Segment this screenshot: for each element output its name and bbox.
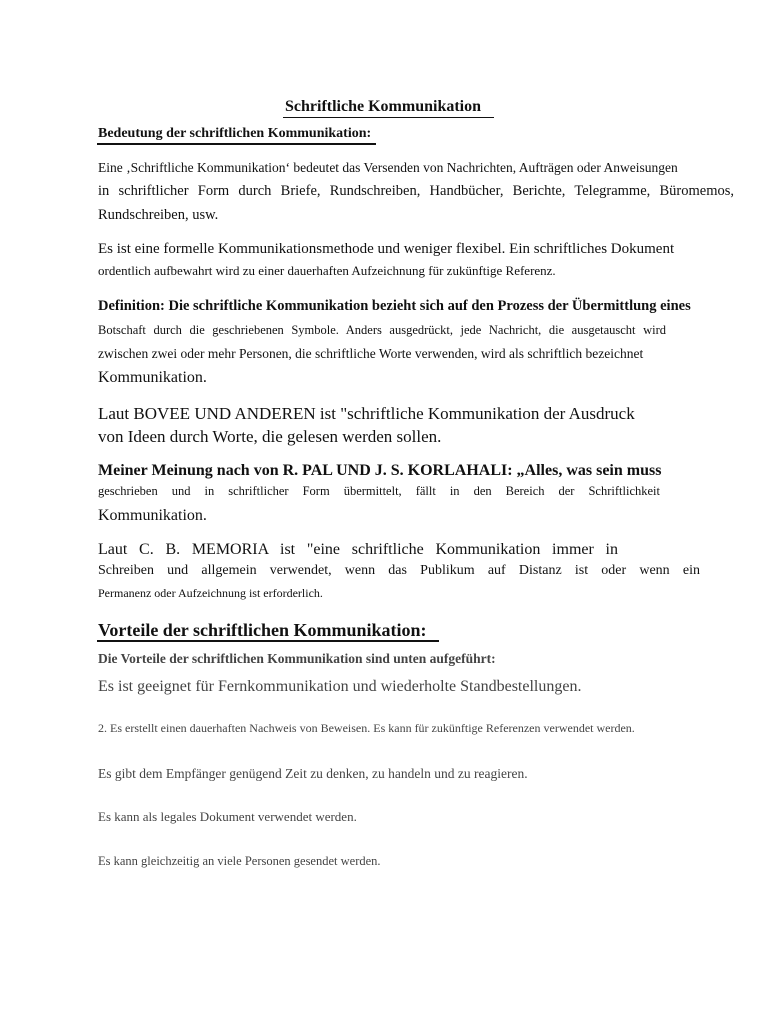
title-underline [283,117,494,118]
advantage-item: Es kann als legales Dokument verwendet werden. [98,809,357,824]
quote-pal-line: Kommunikation. [98,507,207,524]
section-heading-meaning: Bedeutung der schriftlichen Kommunikation: [98,126,372,141]
advantage-item: Es gibt dem Empfänger genügend Zeit zu denken, zu handeln und zu reagieren. [98,766,528,781]
quote-bovee-line: Laut BOVEE UND ANDEREN ist "schriftliche Kommunikation der Ausdruck [98,404,635,423]
definition-line: Definition: Die schriftliche Kommunikation bezieht sich auf den Prozess der Übermittlung eines [98,298,691,314]
quote-memoria-line: Permanenz oder Aufzeichnung ist erforderlich. [98,586,323,600]
paragraph-formal-line: Es ist eine formelle Kommunikationsmethode und weniger flexibel. Ein schriftliches Dokument [98,241,675,257]
definition-line: Botschaft durch die geschriebenen Symbole. Anders ausgedrückt, jede Nachricht, die ausgetauscht wird [98,323,666,337]
section-heading-advantages: Vorteile der schriftlichen Kommunikation: [98,620,427,640]
page-title: Schriftliche Kommunikation [285,98,482,115]
paragraph-meaning-line: Rundschreiben, usw. [98,207,219,223]
paragraph-formal-line: ordentlich aufbewahrt wird zu einer dauerhaften Aufzeichnung für zukünftige Referenz. [98,263,556,278]
quote-pal-line: geschrieben und in schriftlicher Form übermittelt, fällt in den Bereich der Schriftlichkeit [98,484,660,498]
quote-memoria-line: Laut C. B. MEMORIA ist "eine schriftliche Kommunikation immer in [98,541,618,558]
paragraph-meaning-line: in schriftlicher Form durch Briefe, Rundschreiben, Handbücher, Berichte, Telegramme, Büromemos, [98,183,734,199]
paragraph-meaning-line: Eine ‚Schriftliche Kommunikation‘ bedeutet das Versenden von Nachrichten, Aufträgen oder Anweisungen [98,160,678,175]
advantages-intro: Die Vorteile der schriftlichen Kommunikation sind unten aufgeführt: [98,651,496,666]
advantage-item: Es kann gleichzeitig an viele Personen gesendet werden. [98,854,381,868]
quote-memoria-line: Schreiben und allgemein verwendet, wenn das Publikum auf Distanz ist oder wenn ein [98,563,700,578]
definition-line: zwischen zwei oder mehr Personen, die schriftliche Worte verwenden, wird als schriftlich bezeichnet [98,346,644,361]
advantage-item: 2. Es erstellt einen dauerhaften Nachweis von Beweisen. Es kann für zukünftige Referenzen verwendet werden. [98,721,635,735]
section-heading-underline [97,143,376,145]
quote-bovee-line: von Ideen durch Worte, die gelesen werden sollen. [98,427,442,446]
definition-line: Kommunikation. [98,369,207,386]
advantage-item: Es ist geeignet für Fernkommunikation und wiederholte Standbestellungen. [98,678,582,695]
section-heading-underline [97,640,439,642]
quote-pal-line: Meiner Meinung nach von R. PAL UND J. S. KORLAHALI: „Alles, was sein muss [98,462,662,479]
